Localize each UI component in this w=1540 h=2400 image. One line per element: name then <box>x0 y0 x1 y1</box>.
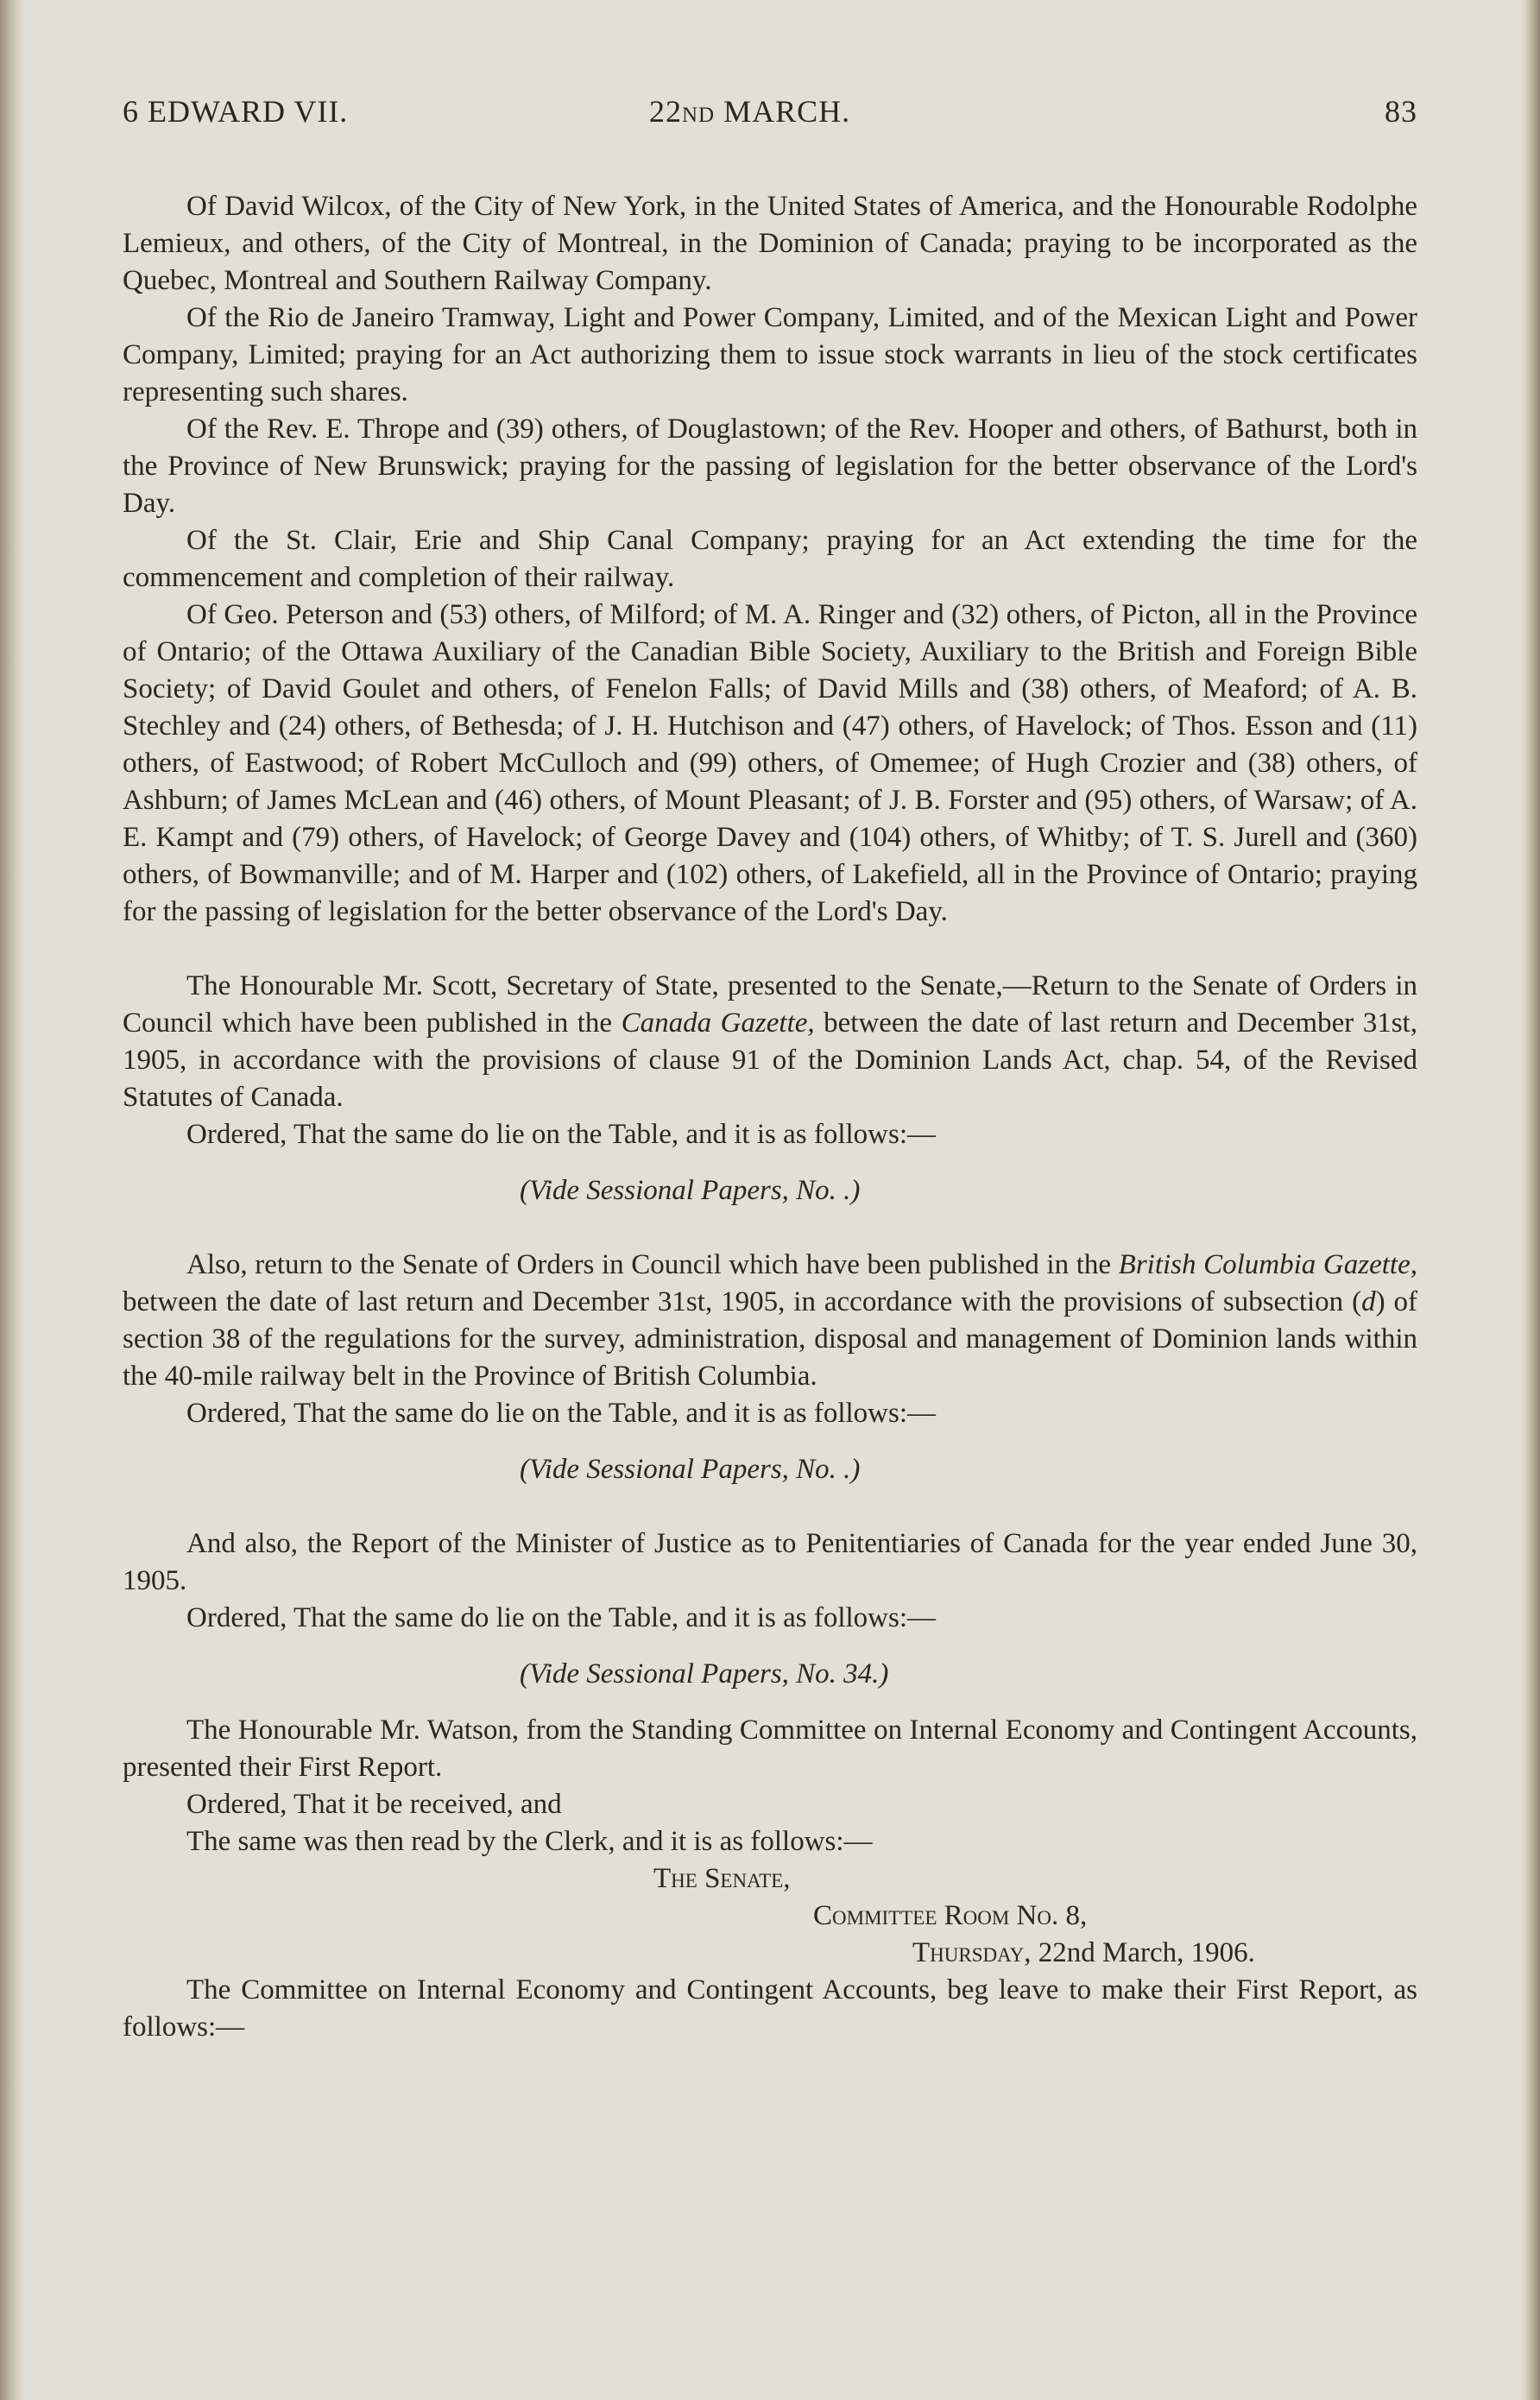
petition-paragraph: Of David Wilcox, of the City of New York, in the United States of America, and the Honourable Rodolphe Lemieux, and others, of the City of Montreal, in the Dominion of Canada; praying to be incorporated as the Quebec, Montreal and Southern Railway Company. <box>123 191 1417 296</box>
vide-reference: (Vide Sessional Papers, No. .) <box>520 1454 861 1485</box>
petition-paragraph: Of the St. Clair, Erie and Ship Canal Company; praying for an Act extending the time for the commencement and completion of their railway. <box>123 525 1417 593</box>
page-body <box>123 188 1417 2046</box>
page-edge-left <box>0 0 24 2400</box>
address-date: Thursday, 22nd March, 1906. <box>912 1937 1255 1968</box>
vide-reference: (Vide Sessional Papers, No. .) <box>520 1175 861 1206</box>
committee-paragraph: The Honourable Mr. Watson, from the Standing Committee on Internal Economy and Contingent Accounts, presented their First Report. <box>123 1715 1417 1783</box>
return-paragraph: Also, return to the Senate of Orders in Council which have been published in the British Columbia Gazette, between the date of last return and December 31st, 1905, in accordance with the provisions of subsection (d) of section 38 of the regulations for the survey, administration, disposal and management of Dominion lands within the 40-mile railway belt in the Province of British Columbia. <box>123 1249 1417 1392</box>
gazette-title: Canada Gazette, <box>621 1007 815 1039</box>
running-header <box>123 93 1417 145</box>
ordered-line: Ordered, That the same do lie on the Table, and it is as follows:— <box>186 1602 937 1633</box>
gazette-title: British Columbia Gazette, <box>1118 1249 1417 1280</box>
ordered-line: Ordered, That the same do lie on the Table, and it is as follows:— <box>186 1398 937 1429</box>
page-number: 83 <box>1385 94 1417 129</box>
petition-paragraph: Of the Rev. E. Thrope and (39) others, of Douglastown; of the Rev. Hooper and others, of Bathurst, both in the Province of New Brunswick; praying for the passing of legislation for the better observance of the Lord's Day. <box>123 414 1417 519</box>
vide-reference: (Vide Sessional Papers, No. 34.) <box>520 1658 889 1689</box>
return-paragraph: The Honourable Mr. Scott, Secretary of State, presented to the Senate,—Return to the Senate of Orders in Council which have been published in the Canada Gazette, between the date of last return and December 31st, 1905, in accordance with the provisions of clause 91 of the Dominion Lands Act, chap. 54, of the Revised Statutes of Canada. <box>123 970 1417 1113</box>
petition-paragraph: Of the Rio de Janeiro Tramway, Light and Power Company, Limited, and of the Mexican Light and Power Company, Limited; praying for an Act authorizing them to issue stock warrants in lieu of the stock certificates representing such shares. <box>123 302 1417 407</box>
address-room: Committee Room No. 8, <box>813 1900 1088 1931</box>
page-edge-right <box>1521 0 1540 2400</box>
read-line: The same was then read by the Clerk, and it is as follows:— <box>186 1826 873 1857</box>
report-paragraph: And also, the Report of the Minister of Justice as to Penitentiaries of Canada for the year ended June 30, 1905. <box>123 1528 1417 1596</box>
petition-paragraph: Of Geo. Peterson and (53) others, of Milford; of M. A. Ringer and (32) others, of Picton, all in the Province of Ontario; of the Ottawa Auxiliary of the Canadian Bible Society, Auxiliary to the British and Foreign Bible Society; of David Goulet and others, of Fenelon Falls; of David Mills and (38) others, of Meaford; of A. B. Stechley and (24) others, of Bethesda; of J. H. Hutchison and (47) others, of Havelock; of Thos. Esson and (11) others, of Eastwood; of Robert McCulloch and (99) others, of Omemee; of Hugh Crozier and (38) others, of Ashburn; of James McLean and (46) others, of Mount Pleasant; of J. B. Forster and (95) others, of Warsaw; of A. E. Kampt and (79) others, of Havelock; of George Davey and (104) others, of Whitby; of T. S. Jurell and (360) others, of Bowmanville; and of M. Harper and (102) others, of Lakefield, all in the Province of Ontario; praying for the passing of legislation for the better observance of the Lord's Day. <box>123 599 1417 927</box>
ordered-line: Ordered, That the same do lie on the Table, and it is as follows:— <box>186 1119 937 1150</box>
committee-report-intro: The Committee on Internal Economy and Contingent Accounts, beg leave to make their First Report, as follows:— <box>123 1974 1417 2043</box>
header-regnal-year: 6 EDWARD VII. <box>123 94 349 129</box>
header-date: 22nd MARCH. <box>649 94 851 129</box>
ordered-line: Ordered, That it be received, and <box>186 1789 562 1820</box>
address-senate: The Senate, <box>653 1863 791 1894</box>
